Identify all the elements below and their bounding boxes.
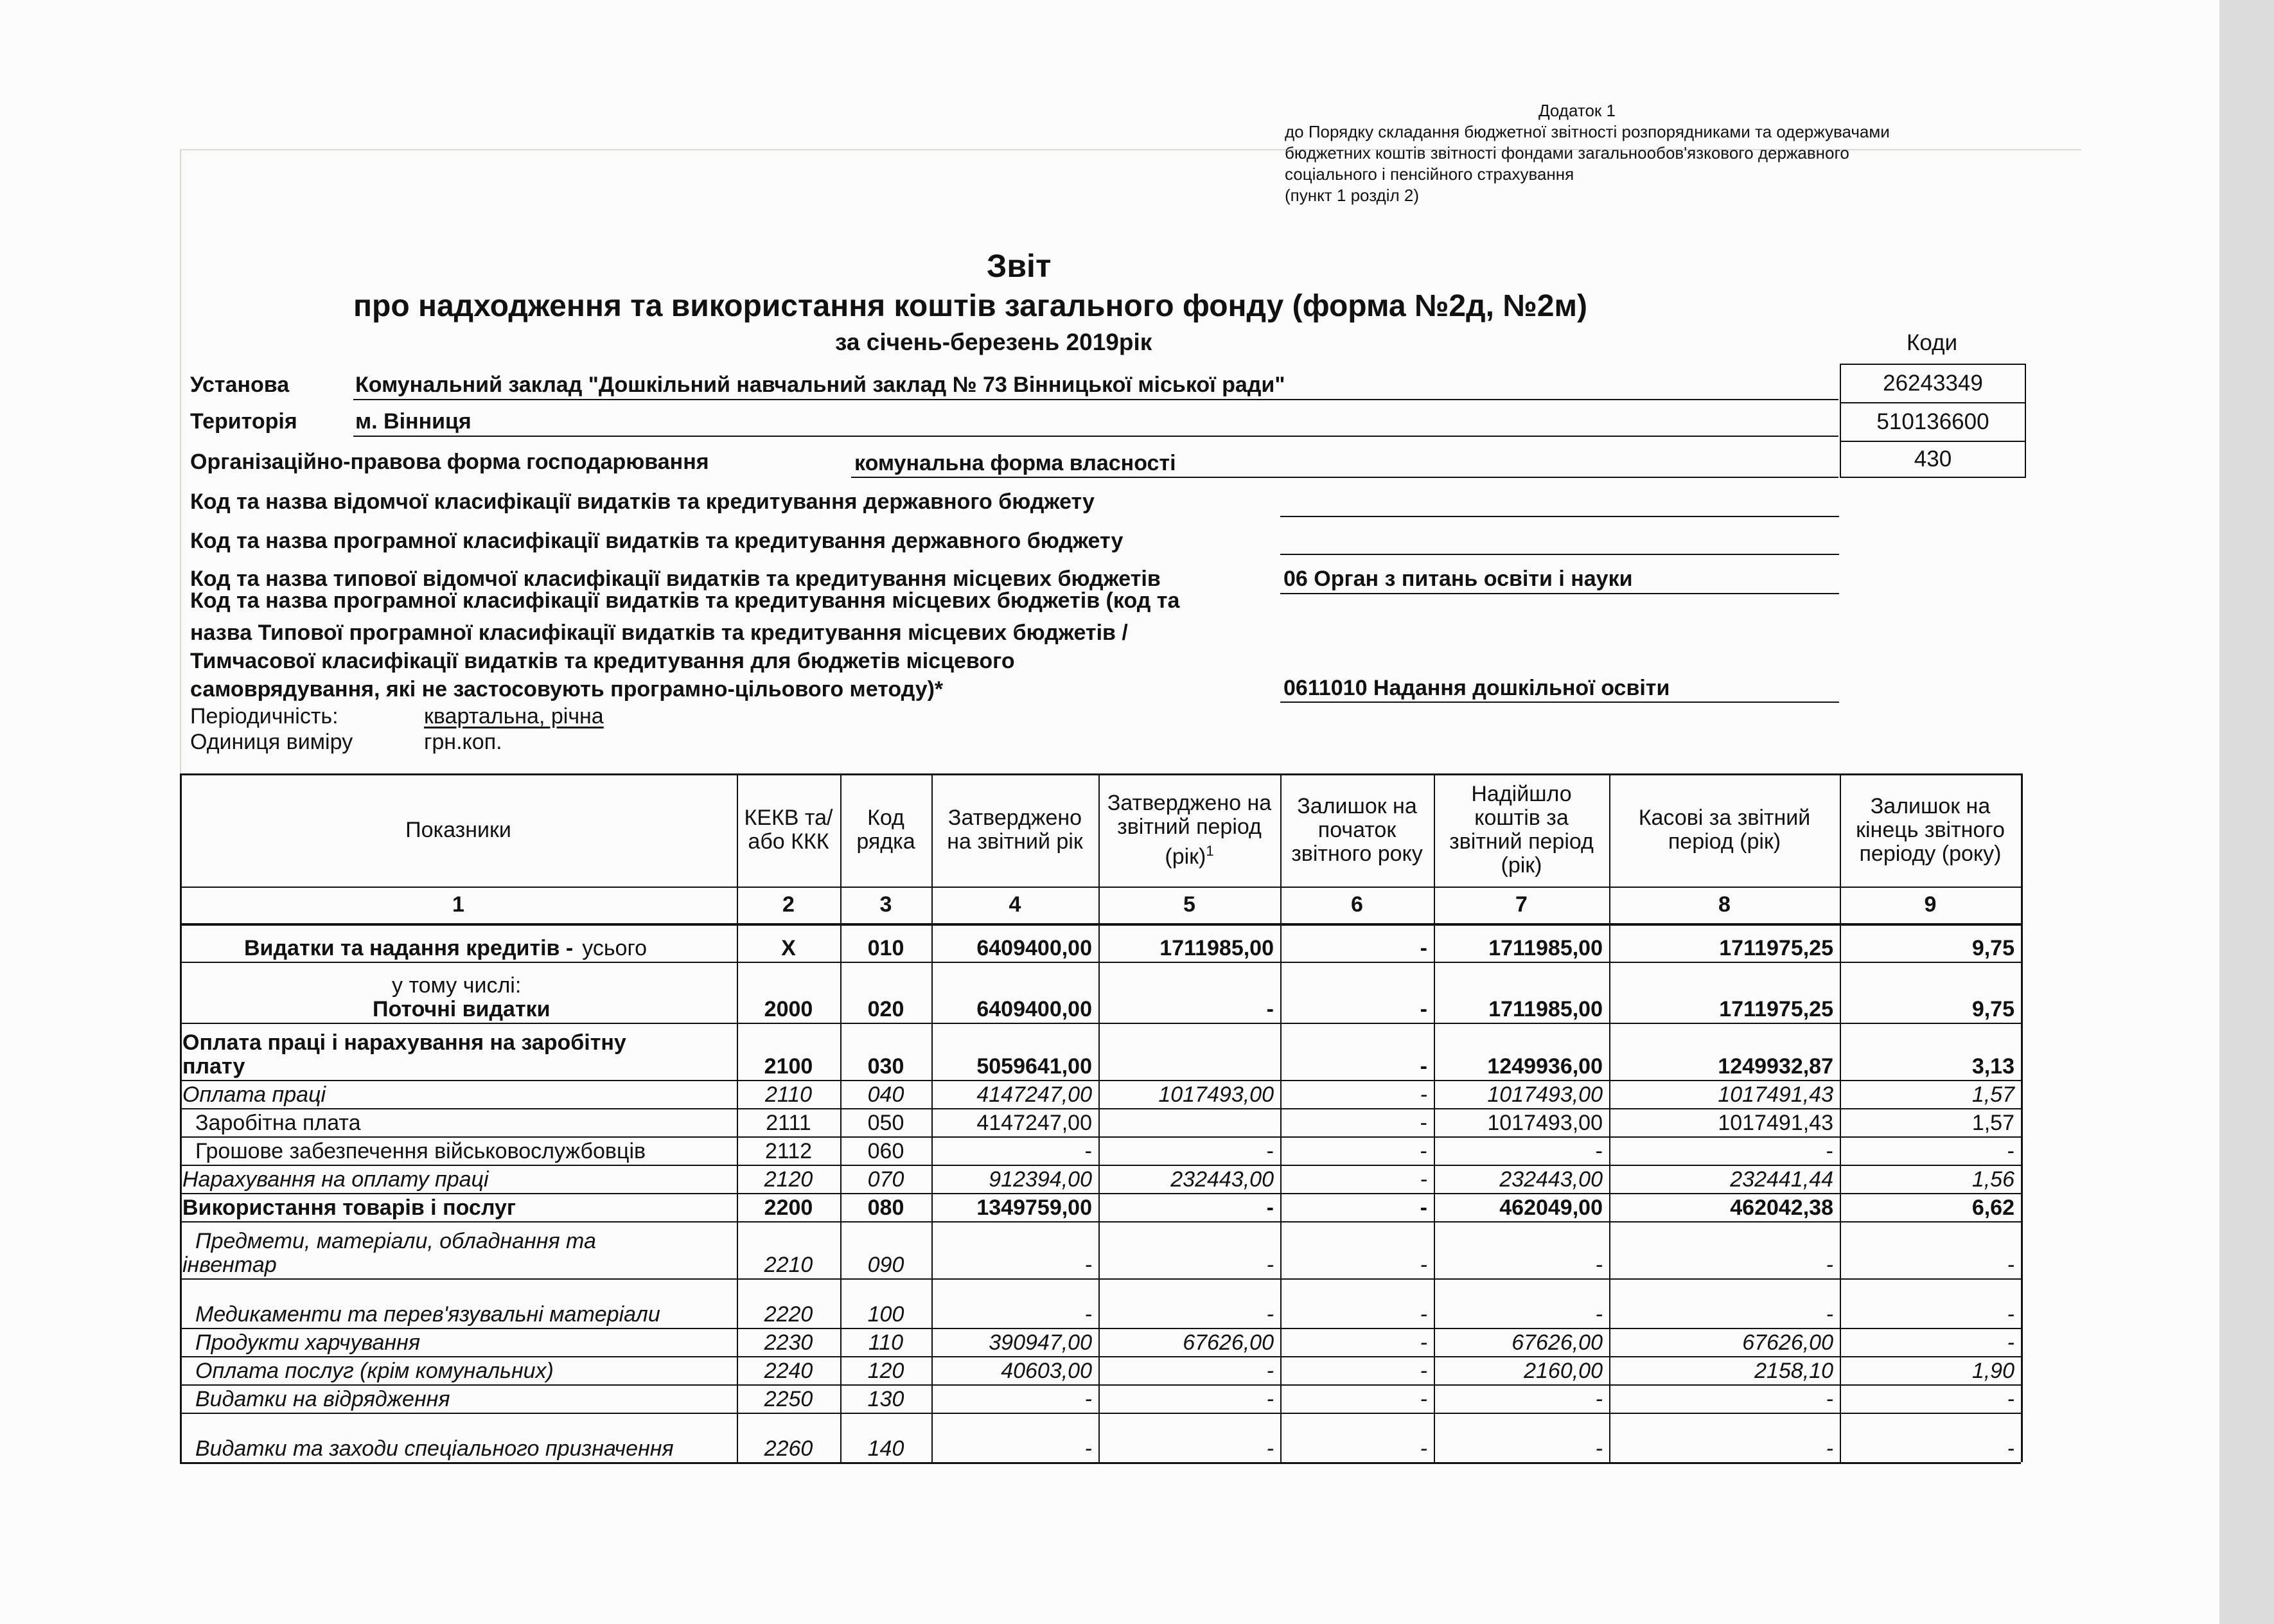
table-rule <box>180 1462 2021 1464</box>
cell-v5: 1017493,00 <box>1158 1082 1274 1107</box>
row-name <box>180 1331 737 1355</box>
cell-v4: 390947,00 <box>989 1330 1092 1355</box>
cell-v6: - <box>1420 1111 1427 1135</box>
cell-kekv: 2200 <box>764 1196 813 1220</box>
cell-v5: 232443,00 <box>1170 1167 1274 1192</box>
cell-code: 040 <box>867 1082 904 1107</box>
cell-v9: - <box>2007 1302 2014 1327</box>
row-name-cell <box>180 1413 737 1462</box>
row-name-text: Оплата праці <box>182 1082 326 1107</box>
table-rule <box>180 1193 2021 1194</box>
cell-v4: - <box>1084 1139 1092 1163</box>
cell-v6: - <box>1420 1082 1427 1107</box>
table-rule <box>180 773 2021 775</box>
cell-v5: - <box>1266 1302 1274 1327</box>
cell-kekv: 2250 <box>764 1387 813 1411</box>
cell-v8: - <box>1826 1302 1833 1327</box>
row-name-prefix: у тому числі: <box>392 973 522 998</box>
row-name-cell <box>180 923 737 962</box>
territory-code: 510136600 <box>1840 402 2026 442</box>
legal-form-underline <box>851 477 1838 478</box>
cell-code: 030 <box>867 1054 904 1079</box>
program-local-classification-label-1: Код та назва програмної класифікації видатків та кредитування місцевих бюджетів (код та <box>190 588 1180 613</box>
cell-v7: 1711985,00 <box>1488 997 1603 1021</box>
cell-v4: - <box>1084 1436 1092 1461</box>
header-cash: Касові за звітний період (рік) <box>1638 806 1811 854</box>
cell-v9: - <box>2007 1253 2014 1277</box>
cell-kekv: 2100 <box>764 1054 813 1079</box>
scanner-edge <box>2219 0 2274 1624</box>
cell-v4: 1349759,00 <box>976 1196 1092 1220</box>
cell-v9: 1,90 <box>1971 1359 2014 1383</box>
row-name-cell <box>180 962 737 1023</box>
row-name-text: Видатки та заходи спеціального призначення <box>195 1436 674 1461</box>
column-number: 1 <box>452 892 464 917</box>
cell-v5: 67626,00 <box>1183 1330 1274 1355</box>
cell-code: 020 <box>867 997 904 1021</box>
row-name <box>180 1031 737 1079</box>
table-rule <box>737 773 738 1462</box>
row-name-line2: інвентар <box>182 1253 277 1277</box>
territory-value: м. Вінниця <box>355 409 472 434</box>
table-rule <box>180 923 2021 926</box>
header-balance-start: Залишок на початок звітного року <box>1291 793 1423 866</box>
legal-form-label: Організаційно-правова форма господарювання <box>190 450 709 474</box>
program-local-classification-underline <box>1280 702 1839 703</box>
cell-kekv: 2110 <box>764 1082 813 1107</box>
header-approved-period <box>1098 773 1280 887</box>
cell-code: 090 <box>867 1253 904 1277</box>
cell-v6: - <box>1420 1054 1427 1079</box>
appendix-note <box>1285 100 1890 206</box>
cell-v9: 1,57 <box>1971 1111 2014 1135</box>
program-state-classification-label: Код та назва програмної класифікації видатків та кредитування державного бюджету <box>190 529 1124 553</box>
departmental-classification-label: Код та назва відомчої класифікації видатків та кредитування державного бюджету <box>190 490 1095 514</box>
cell-v4: 40603,00 <box>1001 1359 1092 1383</box>
row-name <box>180 1303 737 1327</box>
report-subtitle: про надходження та використання коштів загального фонду (форма №2д, №2м) <box>353 289 1587 323</box>
cell-v9: 1,56 <box>1971 1167 2014 1192</box>
cell-v8: 1711975,25 <box>1719 936 1833 960</box>
table-rule <box>931 773 933 1462</box>
cell-v5: - <box>1266 1387 1274 1411</box>
row-name-cell <box>180 1278 737 1328</box>
cell-v4: 4147247,00 <box>976 1111 1092 1135</box>
column-number: 4 <box>1009 892 1021 917</box>
cell-v5: - <box>1266 997 1274 1021</box>
territory-label: Територія <box>190 409 297 434</box>
column-number: 9 <box>1924 892 1937 917</box>
institution-label: Установа <box>190 373 290 397</box>
row-name <box>180 1111 737 1135</box>
cell-v9: - <box>2007 1436 2014 1461</box>
cell-v7: 2160,00 <box>1524 1359 1603 1383</box>
cell-v6: - <box>1420 1167 1427 1192</box>
row-name-cell <box>180 1193 737 1221</box>
header-kekv: КЕКВ та/або ККК <box>744 806 833 854</box>
cell-kekv: 2120 <box>764 1167 813 1192</box>
cell-v5: - <box>1266 1196 1274 1220</box>
header-approved-year: Затверджено на звітний рік <box>947 806 1083 854</box>
row-name-text: Предмети, матеріали, обладнання та <box>195 1229 596 1253</box>
cell-code: 130 <box>867 1387 904 1411</box>
cell-v6: - <box>1420 997 1427 1021</box>
legal-form-code: 430 <box>1840 441 2026 478</box>
cell-code: 100 <box>867 1302 904 1327</box>
unit-label: Одиниця виміру <box>190 730 353 754</box>
appendix-line: Додаток 1 <box>1538 101 1616 120</box>
cell-v7: 1017493,00 <box>1487 1111 1603 1135</box>
table-rule <box>2021 773 2023 1462</box>
cell-kekv: X <box>781 936 796 960</box>
table-rule <box>180 1108 2021 1109</box>
cell-v7: - <box>1595 1302 1603 1327</box>
header-balance-end: Залишок на кінець звітного періоду (року) <box>1856 793 2005 866</box>
program-local-classification-label-2: назва Типової програмної класифікації видатків та кредитування місцевих бюджетів / <box>190 621 1128 645</box>
cell-kekv: 2000 <box>764 997 813 1021</box>
cell-code: 120 <box>867 1359 904 1383</box>
program-state-classification-underline <box>1280 554 1839 555</box>
cell-kekv: 2240 <box>764 1359 813 1383</box>
table-rule <box>180 962 2021 963</box>
table-rule <box>180 1278 2021 1280</box>
cell-v7: 1249936,00 <box>1487 1054 1603 1079</box>
table-rule <box>1434 773 1435 1462</box>
cell-v8: 1017491,43 <box>1718 1082 1833 1107</box>
row-name <box>180 974 737 1021</box>
cell-v6: - <box>1420 1139 1427 1163</box>
row-name <box>180 1437 737 1461</box>
cell-v8: - <box>1826 1387 1833 1411</box>
table-rule <box>1609 773 1610 1462</box>
report-title: Звіт <box>987 248 1052 284</box>
table-rule <box>180 1221 2021 1222</box>
cell-v8: 2158,10 <box>1754 1359 1833 1383</box>
footnote-marker: 1 <box>1206 842 1214 859</box>
cell-kekv: 2220 <box>764 1302 813 1327</box>
cell-v7: 462049,00 <box>1499 1196 1603 1220</box>
cell-v6: - <box>1420 1330 1427 1355</box>
cell-v5 <box>1098 1108 1280 1136</box>
row-name-cell <box>180 1136 737 1165</box>
row-name-text: Оплата послуг (крім комунальних) <box>195 1359 554 1383</box>
header-approved-period-text: Затверджено на звітний період (рік) <box>1107 790 1272 869</box>
column-number: 5 <box>1183 892 1195 917</box>
table-rule <box>180 1384 2021 1386</box>
table-rule <box>1098 773 1100 1462</box>
cell-v4: 4147247,00 <box>976 1082 1092 1107</box>
cell-v5: - <box>1266 1253 1274 1277</box>
cell-kekv: 2260 <box>764 1436 813 1461</box>
cell-code: 080 <box>867 1196 904 1220</box>
table-rule <box>180 887 2021 888</box>
program-local-classification-label-4: самоврядування, які не застосовують програмно-цільового методу)* <box>190 677 944 702</box>
codes-label: Коди <box>1907 330 1958 355</box>
cell-v8: - <box>1826 1139 1833 1163</box>
row-name <box>180 1388 737 1411</box>
cell-code: 010 <box>867 936 904 960</box>
cell-v7: 1711985,00 <box>1488 936 1603 960</box>
cell-v8: 1017491,43 <box>1718 1111 1833 1135</box>
column-number: 7 <box>1515 892 1528 917</box>
cell-v7: - <box>1595 1139 1603 1163</box>
cell-v7: - <box>1595 1387 1603 1411</box>
unit-value: грн.коп. <box>424 730 502 754</box>
legal-form-value: комунальна форма власності <box>854 451 1176 475</box>
table-rule <box>1280 773 1282 1462</box>
row-name <box>180 1140 737 1163</box>
typical-local-classification-value: 06 Орган з питань освіти і науки <box>1283 567 1633 591</box>
column-number: 3 <box>879 892 892 917</box>
cell-v6: - <box>1420 936 1427 960</box>
row-name-text: Використання товарів і послуг <box>182 1196 516 1220</box>
row-name <box>180 1196 737 1220</box>
table-rule <box>180 773 182 1462</box>
row-name-cell <box>180 1023 737 1080</box>
cell-v8: 1249932,87 <box>1718 1054 1833 1079</box>
cell-v6: - <box>1420 1196 1427 1220</box>
row-name-text <box>244 937 737 960</box>
row-name-text: Грошове забезпечення військовослужбовців <box>195 1139 646 1163</box>
cell-v9: - <box>2007 1139 2014 1163</box>
cell-v9: 6,62 <box>1971 1196 2014 1220</box>
cell-v7: 232443,00 <box>1499 1167 1603 1192</box>
header-received: Надійшло коштів за звітний період (рік) <box>1449 782 1594 878</box>
territory-underline <box>353 436 1838 437</box>
table-rule <box>1840 773 1841 1462</box>
cell-v6: - <box>1420 1302 1427 1327</box>
table-rule <box>180 1413 2021 1414</box>
program-local-classification-value: 0611010 Надання дошкільної освіти <box>1283 676 1670 700</box>
row-name <box>180 1230 737 1277</box>
appendix-line: бюджетних коштів звітності фондами загальнообов'язкового державного <box>1285 143 1849 163</box>
row-name <box>180 1359 737 1383</box>
row-name-suffix: усього <box>582 936 648 960</box>
typical-local-classification-label: Код та назва типової відомчої класифікації видатків та кредитування місцевих бюджетів <box>190 567 1161 591</box>
cell-v9: - <box>2007 1330 2014 1355</box>
row-name-cell <box>180 1080 737 1108</box>
cell-v5: - <box>1266 1359 1274 1383</box>
cell-v4: 912394,00 <box>989 1167 1092 1192</box>
program-local-classification-label-3: Тимчасової класифікації видатків та кредитування для бюджетів місцевого <box>190 649 1015 673</box>
row-name-cell <box>180 1356 737 1384</box>
row-name-main: Видатки та надання кредитів - <box>244 936 574 960</box>
column-number: 2 <box>782 892 795 917</box>
row-name-text: Поточні видатки <box>373 997 551 1021</box>
cell-v6: - <box>1420 1253 1427 1277</box>
row-name-text: Заробітна плата <box>195 1111 361 1135</box>
row-name <box>180 1083 737 1107</box>
cell-code: 110 <box>868 1330 904 1355</box>
header-row-code: Код рядка <box>856 806 915 854</box>
periodicity-label: Періодичність: <box>190 704 339 728</box>
cell-v7: 1017493,00 <box>1487 1082 1603 1107</box>
typical-local-classification-underline <box>1280 593 1839 594</box>
table-rule <box>180 1328 2021 1329</box>
cell-kekv: 2210 <box>764 1253 813 1277</box>
row-name-line2: плату <box>182 1054 245 1079</box>
cell-v6: - <box>1420 1387 1427 1411</box>
cell-v5 <box>1098 1023 1280 1080</box>
cell-code: 050 <box>867 1111 904 1135</box>
appendix-line: до Порядку складання бюджетної звітності розпорядниками та одержувачами <box>1285 122 1890 141</box>
cell-v4: 5059641,00 <box>976 1054 1092 1079</box>
table-rule <box>180 1136 2021 1138</box>
cell-v8: 1711975,25 <box>1719 997 1833 1021</box>
cell-kekv: 2230 <box>764 1330 813 1355</box>
row-name-text: Видатки на відрядження <box>195 1387 450 1411</box>
table-rule <box>180 1165 2021 1166</box>
row-name <box>180 1168 737 1192</box>
cell-v5: 1711985,00 <box>1159 936 1274 960</box>
cell-v5: - <box>1266 1139 1274 1163</box>
column-number: 6 <box>1351 892 1363 917</box>
table-rule <box>180 1023 2021 1024</box>
cell-kekv: 2111 <box>766 1111 811 1135</box>
cell-v8: 67626,00 <box>1742 1330 1833 1355</box>
cell-v6: - <box>1420 1359 1427 1383</box>
cell-v9: 9,75 <box>1971 997 2014 1021</box>
periodicity-value: квартальна, річна <box>424 704 604 728</box>
cell-code: 060 <box>867 1139 904 1163</box>
cell-v9: - <box>2007 1387 2014 1411</box>
row-name-text: Оплата праці і нарахування на заробітну <box>182 1030 626 1055</box>
institution-code: 26243349 <box>1840 364 2026 403</box>
cell-v7: - <box>1595 1436 1603 1461</box>
cell-code: 070 <box>867 1167 904 1192</box>
cell-v4: - <box>1084 1253 1092 1277</box>
cell-code: 140 <box>867 1436 904 1461</box>
cell-v8: 462042,38 <box>1730 1196 1833 1220</box>
row-name-cell <box>180 1221 737 1278</box>
cell-v6: - <box>1420 1436 1427 1461</box>
row-name-cell <box>180 1165 737 1193</box>
cell-v9: 1,57 <box>1971 1082 2014 1107</box>
cell-kekv: 2112 <box>764 1139 813 1163</box>
institution-underline <box>353 399 1838 400</box>
table-rule <box>840 773 842 1462</box>
institution-value: Комунальний заклад "Дошкільний навчальний заклад № 73 Вінницької міської ради" <box>355 373 1285 397</box>
cell-v9: 3,13 <box>1971 1054 2014 1079</box>
cell-v8: 232441,44 <box>1730 1167 1833 1192</box>
table-rule <box>180 1356 2021 1357</box>
report-period: за січень-березень 2019рік <box>835 329 1152 355</box>
cell-v5: - <box>1266 1436 1274 1461</box>
cell-v8: - <box>1826 1253 1833 1277</box>
cell-v7: - <box>1595 1253 1603 1277</box>
cell-v7: 67626,00 <box>1512 1330 1603 1355</box>
departmental-classification-underline <box>1280 516 1839 517</box>
row-name-cell <box>180 1328 737 1356</box>
appendix-line: соціального і пенсійного страхування <box>1285 164 1574 184</box>
cell-v9: 9,75 <box>1971 936 2014 960</box>
row-name <box>180 937 737 960</box>
cell-v4: - <box>1084 1302 1092 1327</box>
header-indicators: Показники <box>405 817 511 842</box>
cell-v8: - <box>1826 1436 1833 1461</box>
column-number: 8 <box>1718 892 1731 917</box>
cell-v4: - <box>1084 1387 1092 1411</box>
table-rule <box>180 1080 2021 1081</box>
cell-v4: 6409400,00 <box>976 997 1092 1021</box>
row-name-text: Нарахування на оплату праці <box>182 1167 489 1192</box>
row-name-cell <box>180 1108 737 1136</box>
row-name-cell <box>180 1384 737 1413</box>
row-name-text: Продукти харчування <box>195 1330 420 1355</box>
row-name-text: Медикаменти та перев'язувальні матеріали <box>195 1302 660 1327</box>
appendix-line: (пункт 1 розділ 2) <box>1285 186 1420 205</box>
cell-v4: 6409400,00 <box>976 936 1092 960</box>
